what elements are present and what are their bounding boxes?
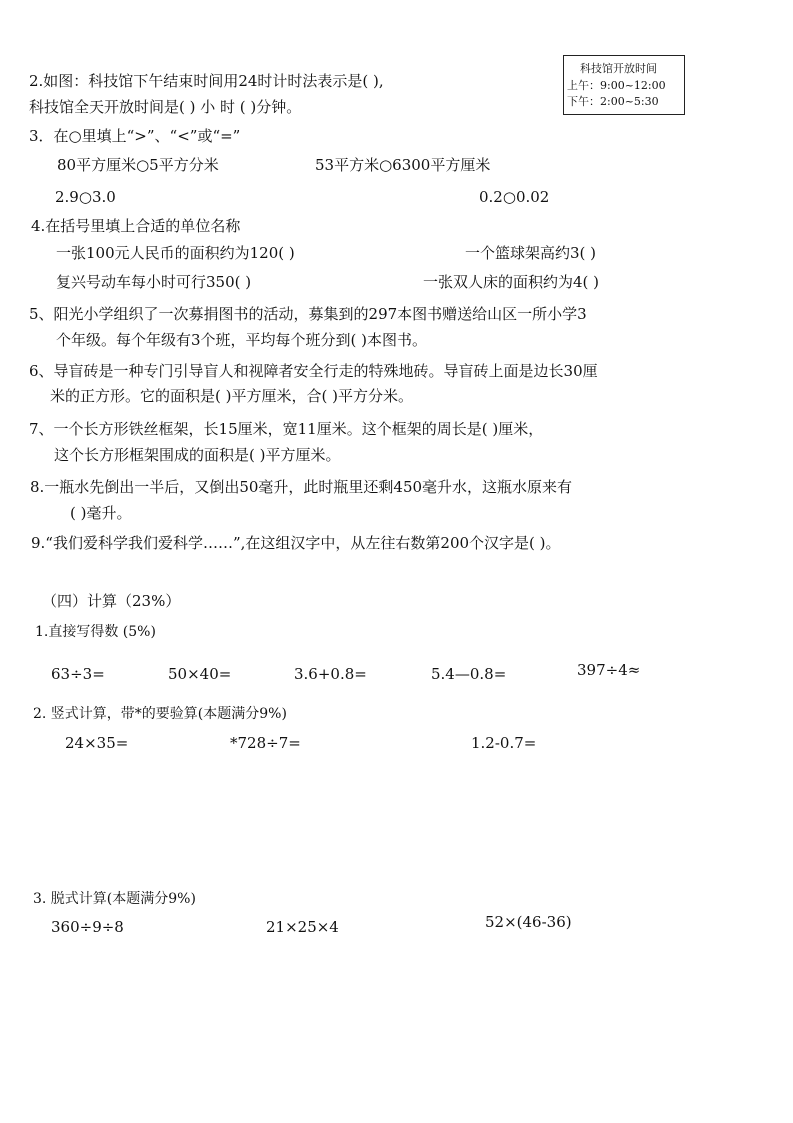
p3-item: 21×25×4 — [266, 918, 339, 936]
q5-line1: 5、阳光小学组织了一次募捐图书的活动，募集到的297本图书赠送给山区一所小学3 — [29, 305, 587, 323]
p1-item: 5.4—0.8= — [431, 665, 507, 683]
schedule-title: 科技馆开放时间 — [580, 62, 657, 75]
q5-line2: 个年级。每个年级有3个班，平均每个班分到( )本图书。 — [56, 331, 428, 349]
q9-line1: 9.“我们爱科学我们爱科学……”,在这组汉字中，从左往右数第200个汉字是( )。 — [31, 534, 561, 552]
q3-item-c: 2.9○3.0 — [55, 188, 116, 206]
schedule-morning: 上午：9:00~12:00 — [567, 79, 666, 92]
q4-item-d: 一张双人床的面积约为4( ) — [423, 273, 600, 291]
p1-item: 50×40= — [168, 665, 232, 683]
q3-item-a: 80平方厘米○5平方分米 — [57, 156, 219, 174]
p1-title: 1.直接写得数 (5%) — [35, 624, 156, 640]
section4-title: （四）计算（23%） — [42, 592, 181, 610]
p1-item: 397÷4≈ — [577, 661, 641, 679]
schedule-box — [563, 55, 685, 115]
q2-line1: 2.如图：科技馆下午结束时间用24时计时法表示是( ), — [29, 72, 384, 90]
q8-line1: 8.一瓶水先倒出一半后，又倒出50毫升，此时瓶里还剩450毫升水，这瓶水原来有 — [30, 478, 573, 496]
q6-line2: 米的正方形。它的面积是( )平方厘米，合( )平方分米。 — [50, 387, 413, 405]
q7-line2: 这个长方形框架围成的面积是( )平方厘米。 — [54, 446, 341, 464]
q8-line2: ( )毫升。 — [70, 504, 132, 522]
q4-title: 4.在括号里填上合适的单位名称 — [31, 217, 241, 235]
p3-item: 52×(46-36) — [485, 913, 572, 931]
p3-title: 3. 脱式计算(本题满分9%) — [33, 891, 196, 907]
q3-title: 3．在○里填上“>”、“<”或“=” — [29, 127, 241, 145]
p2-item: *728÷7= — [230, 734, 301, 752]
p1-item: 3.6+0.8= — [294, 665, 367, 683]
q4-item-a: 一张100元人民币的面积约为120( ) — [56, 244, 295, 262]
q6-line1: 6、导盲砖是一种专门引导盲人和视障者安全行走的特殊地砖。导盲砖上面是边长30厘 — [29, 362, 598, 380]
q3-item-d: 0.2○0.02 — [479, 188, 550, 206]
schedule-afternoon: 下午：2:00~5:30 — [567, 95, 659, 108]
p2-title: 2. 竖式计算，带*的要验算(本题满分9%) — [33, 706, 287, 722]
p2-item: 1.2-0.7= — [471, 734, 537, 752]
q2-line2: 科技馆全天开放时间是( ) 小 时 ( )分钟。 — [29, 98, 302, 116]
q4-item-b: 一个篮球架高约3( ) — [465, 244, 597, 262]
p2-item: 24×35= — [65, 734, 129, 752]
q3-item-b: 53平方米○6300平方厘米 — [315, 156, 491, 174]
p1-item: 63÷3= — [51, 665, 105, 683]
p3-item: 360÷9÷8 — [51, 918, 124, 936]
q4-item-c: 复兴号动车每小时可行350( ) — [56, 273, 252, 291]
q7-line1: 7、一个长方形铁丝框架，长15厘米，宽11厘米。这个框架的周长是( )厘米， — [29, 420, 544, 438]
